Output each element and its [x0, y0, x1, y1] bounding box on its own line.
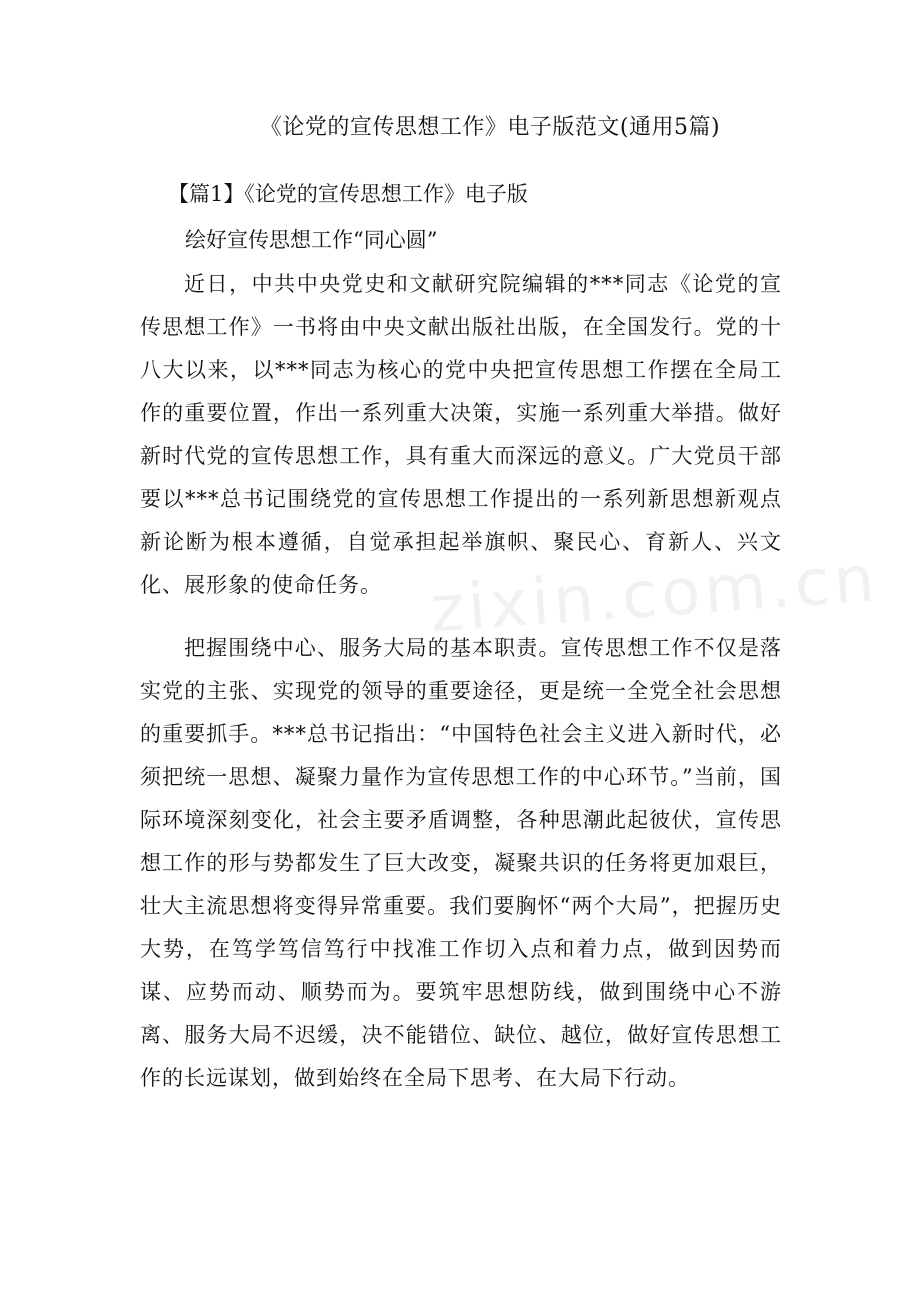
body-paragraph: 把握围绕中心、服务大局的基本职责。宣传思想工作不仅是落实党的主张、实现党的领导的重要途径，更是统一全党全社会思想的重要抓手。***总书记指出：“中国特色社会主义进入新时代，必须把统一思想、凝聚力量作为宣传思想工作的中心环节。”当前，国际环境深刻变化，社会主要矛盾调整，各种思潮此起彼伏，宣传思想工作的形与势都发生了巨大改变，凝聚共识的任务将更加艰巨，壮大主流思想将变得异常重要。我们要胸怀“两个大局”，把握历史大势，在笃学笃信笃行中找准工作切入点和着力点，做到因势而谋、应势而动、顺势而为。要筑牢思想防线，做到围绕中心不游离、服务大局不迟缓，决不能错位、缺位、越位，做好宣传思想工作的长远谋划，做到始终在全局下思考、在大局下行动。	[140, 636, 782, 1090]
article-subtitle: 绘好宣传思想工作“同心圆”	[185, 228, 438, 252]
document-title: 《论党的宣传思想工作》电子版范文(通用5篇)	[259, 115, 721, 140]
section-heading: 【篇1】《论党的宣传思想工作》电子版	[168, 182, 528, 206]
body-paragraph: 近日，中共中央党史和文献研究院编辑的***同志《论党的宣传思想工作》一书将由中央文献出版社出版，在全国发行。党的十八大以来，以***同志为核心的党中央把宣传思想工作摆在全局工作的重要位置，作出一系列重大决策，实施一系列重大举措。做好新时代党的宣传思想工作，具有重大而深远的意义。广大党员干部要以***总书记围绕党的宣传思想工作提出的一系列新思想新观点新论断为根本遵循，自觉承担起举旗帜、聚民心、育新人、兴文化、展形象的使命任务。	[140, 272, 782, 597]
watermark: zixin.com.cn	[427, 542, 881, 648]
